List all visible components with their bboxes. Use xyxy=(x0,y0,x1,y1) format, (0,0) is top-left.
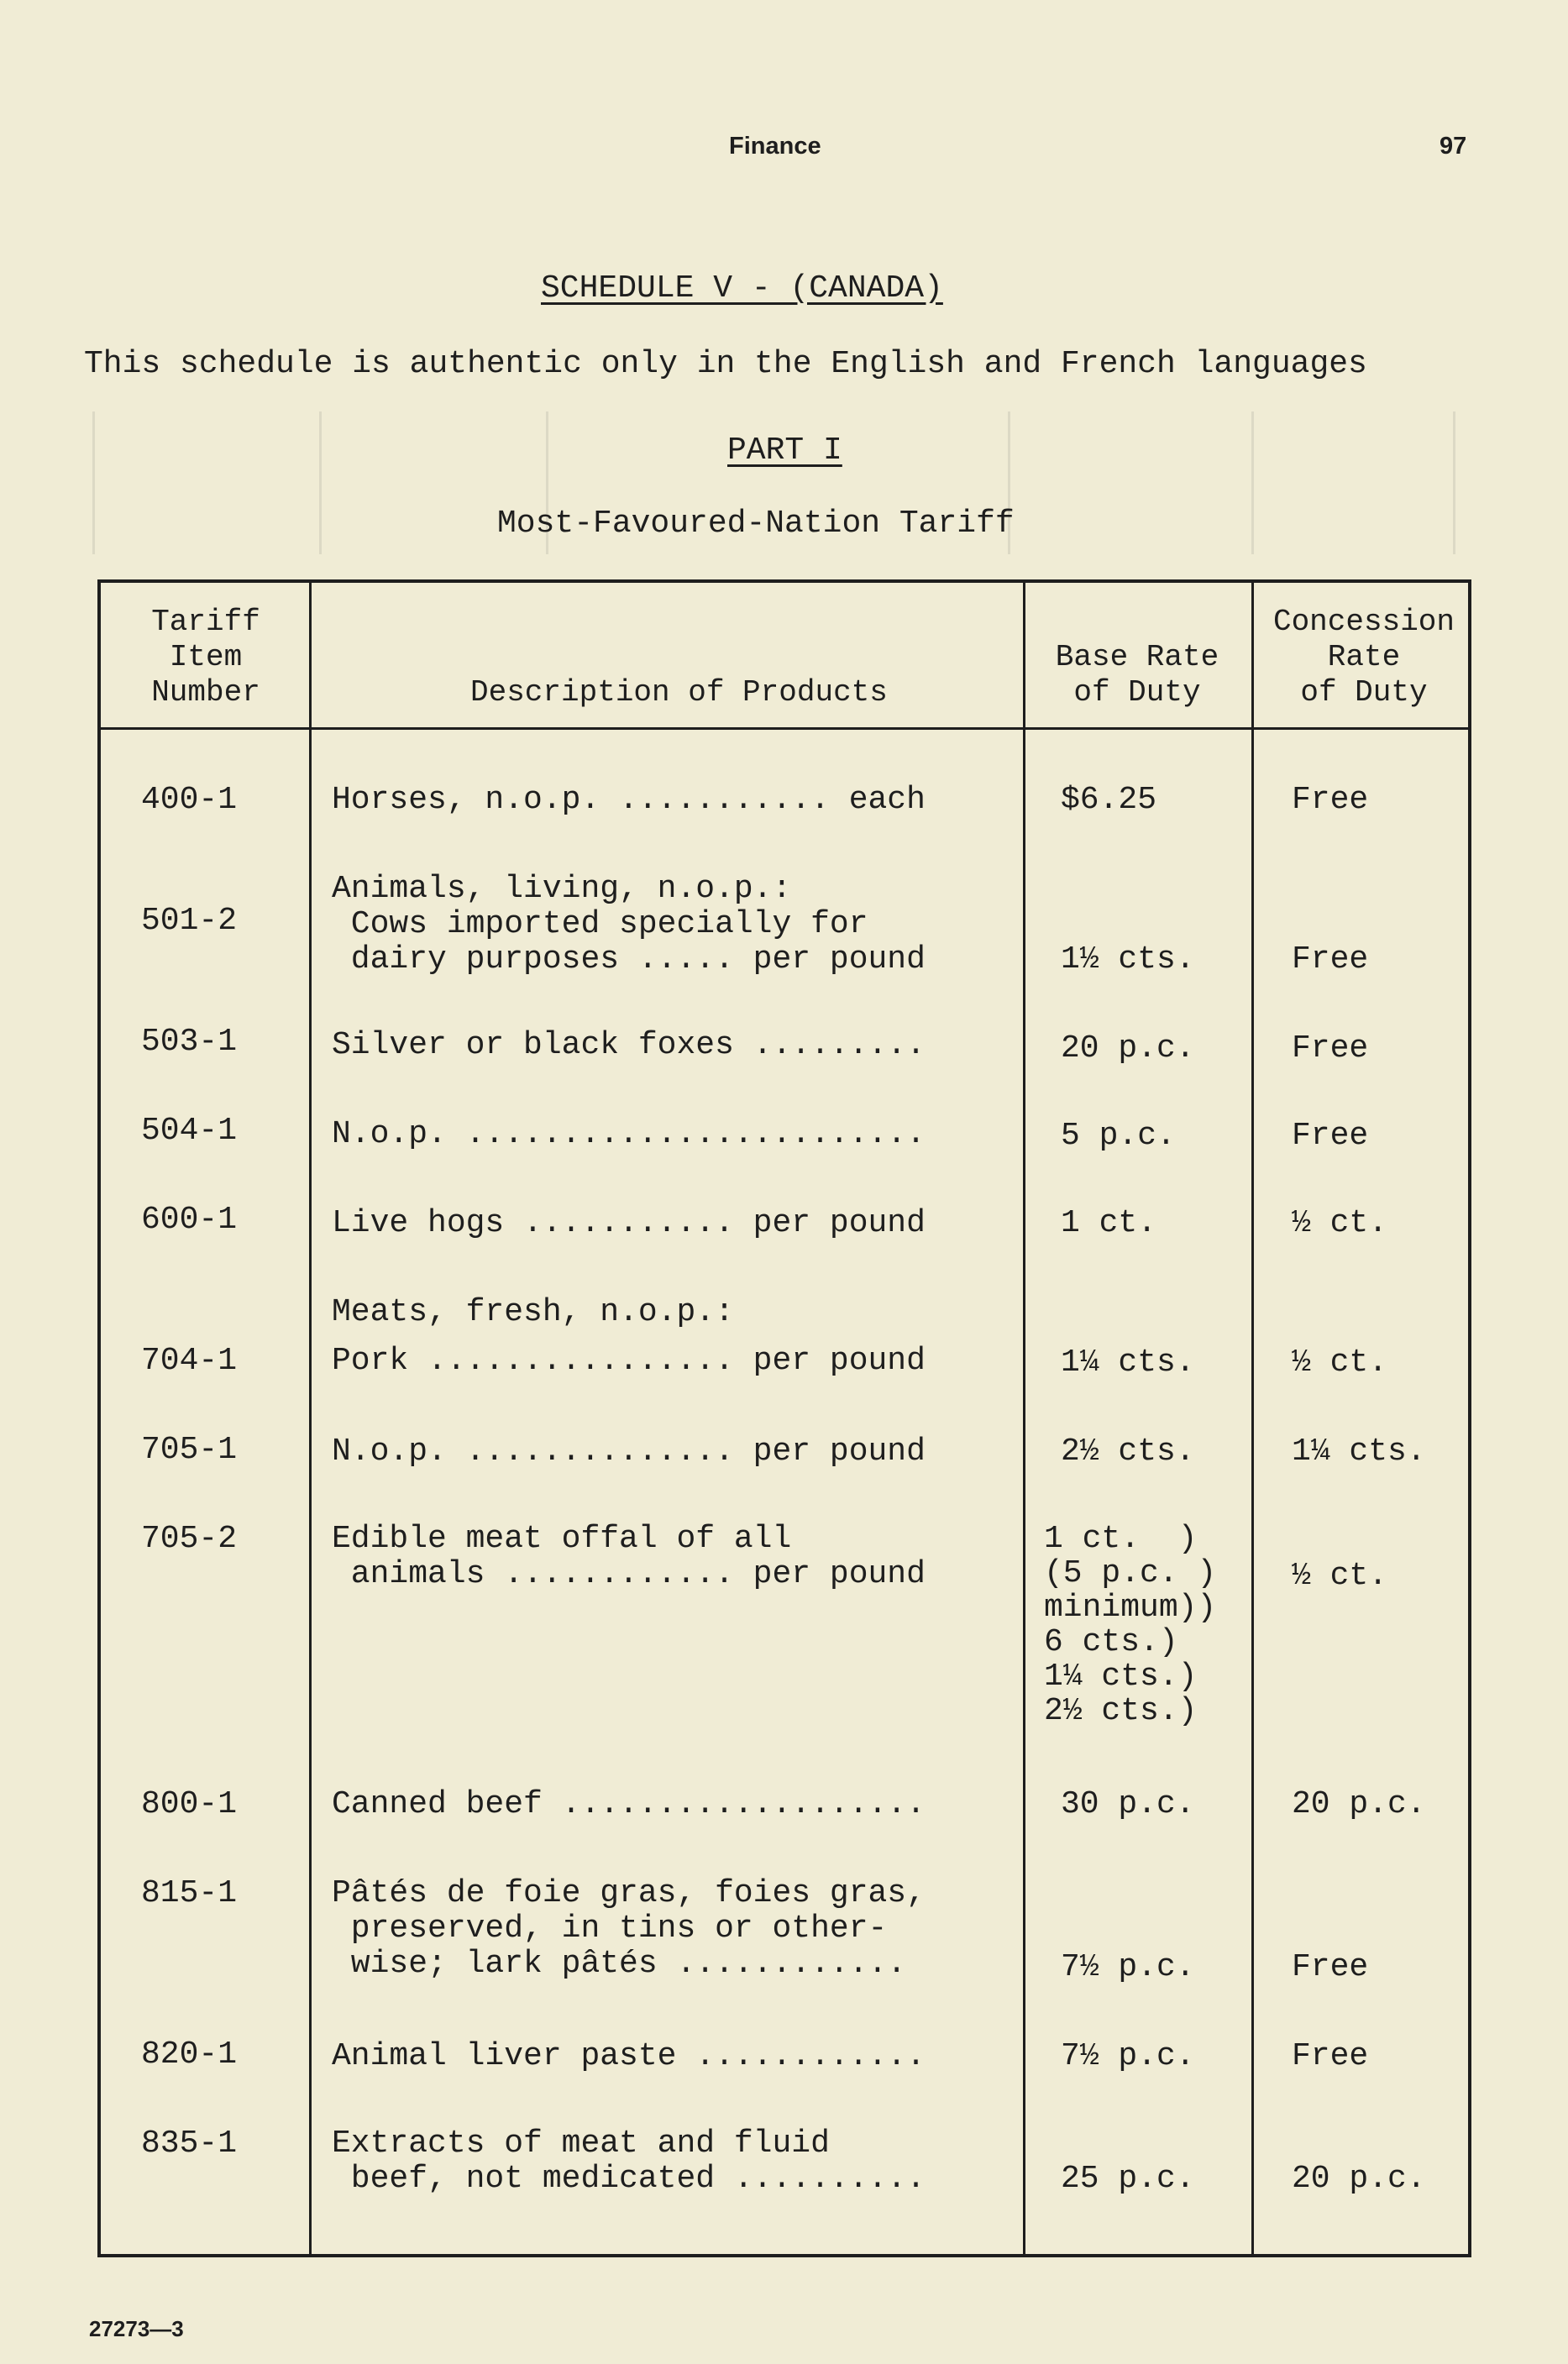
row-item-number: 704-1 xyxy=(141,1343,238,1379)
row-base-rate: 20 p.c. xyxy=(1061,1030,1195,1067)
row-description: Live hogs ........... per pound xyxy=(332,1205,926,1241)
row-base-rate: 1½ cts. xyxy=(1061,941,1195,978)
row-base-rate: 1¼ cts. xyxy=(1061,1344,1195,1381)
row-description: Extracts of meat and fluid beef, not medicated .......... xyxy=(332,2126,926,2197)
column-divider xyxy=(1023,583,1025,2254)
row-concession-rate: ½ ct. xyxy=(1292,1344,1388,1381)
row-description: Edible meat offal of all animals ............ per pound xyxy=(332,1521,926,1592)
row-description: N.o.p. ........................ xyxy=(332,1116,926,1152)
row-base-rate: 7½ p.c. xyxy=(1061,2038,1195,2074)
header-concession-rate: Concession Rate of Duty xyxy=(1272,605,1455,710)
row-concession-rate: ½ ct. xyxy=(1292,1558,1388,1594)
row-item-number: 815-1 xyxy=(141,1875,238,1911)
row-item-number: 820-1 xyxy=(141,2036,238,2073)
row-subheading: Meats, fresh, n.o.p.: xyxy=(332,1294,734,1330)
header-divider xyxy=(101,727,1468,730)
row-concession-rate: Free xyxy=(1292,941,1369,978)
column-divider xyxy=(309,583,312,2254)
row-item-number: 600-1 xyxy=(141,1202,238,1238)
row-base-rate: $6.25 xyxy=(1061,782,1157,818)
row-description: N.o.p. .............. per pound xyxy=(332,1434,926,1470)
row-description: Animal liver paste ............ xyxy=(332,2038,926,2074)
row-item-number: 705-2 xyxy=(141,1521,238,1557)
row-description: Canned beef ................... xyxy=(332,1786,926,1822)
row-item-number: 501-2 xyxy=(141,903,238,939)
column-divider xyxy=(1251,583,1254,2254)
row-description: Pâtés de foie gras, foies gras, preserved, in tins or other- wise; lark pâtés ............ xyxy=(332,1875,926,1982)
row-item-number: 835-1 xyxy=(141,2126,238,2162)
header-base-rate: Base Rate of Duty xyxy=(1055,640,1219,710)
tariff-table xyxy=(97,579,1471,2257)
row-base-rate: 30 p.c. xyxy=(1061,1786,1195,1822)
language-note: This schedule is authentic only in the English and French languages xyxy=(84,346,1367,382)
row-item-number: 504-1 xyxy=(141,1113,238,1149)
part-heading: PART I xyxy=(727,432,842,469)
row-item-number: 800-1 xyxy=(141,1786,238,1822)
row-concession-rate: Free xyxy=(1292,1030,1369,1067)
row-description: Cows imported specially for dairy purposes ..... per pound xyxy=(350,906,926,978)
row-concession-rate: Free xyxy=(1292,1949,1369,1985)
row-description: Horses, n.o.p. ........... each xyxy=(332,782,926,818)
row-concession-rate: Free xyxy=(1292,1118,1369,1154)
row-concession-rate: Free xyxy=(1292,782,1369,818)
row-item-number: 705-1 xyxy=(141,1432,238,1468)
row-base-rate: 2½ cts. xyxy=(1061,1434,1195,1470)
row-description: Pork ................ per pound xyxy=(332,1343,926,1379)
row-base-rate: 25 p.c. xyxy=(1061,2161,1195,2197)
row-concession-rate: 20 p.c. xyxy=(1292,1786,1426,1822)
printer-code: 27273—3 xyxy=(89,2316,184,2341)
schedule-title: SCHEDULE V - (CANADA) xyxy=(541,270,943,307)
row-concession-rate: Free xyxy=(1292,2038,1369,2074)
row-item-number: 400-1 xyxy=(141,782,238,818)
row-base-rate: 1 ct. ) (5 p.c. ) minimum)) 6 cts.) 1¼ cts.) 2½ cts.) xyxy=(1044,1521,1217,1729)
row-base-rate: 7½ p.c. xyxy=(1061,1949,1195,1985)
running-header-title: Finance xyxy=(729,133,821,160)
header-description: Description of Products xyxy=(470,675,888,710)
row-base-rate: 1 ct. xyxy=(1061,1205,1157,1241)
row-description: Silver or black foxes ......... xyxy=(332,1027,926,1063)
row-concession-rate: 20 p.c. xyxy=(1292,2161,1426,2197)
row-concession-rate: 1¼ cts. xyxy=(1292,1434,1426,1470)
row-concession-rate: ½ ct. xyxy=(1292,1205,1388,1241)
header-item-number: Tariff Item Number xyxy=(151,605,260,710)
row-item-number: 503-1 xyxy=(141,1024,238,1060)
row-base-rate: 5 p.c. xyxy=(1061,1118,1176,1154)
row-subheading: Animals, living, n.o.p.: xyxy=(332,871,792,907)
tariff-name: Most-Favoured-Nation Tariff xyxy=(497,506,1015,542)
page-number: 97 xyxy=(1440,133,1467,160)
